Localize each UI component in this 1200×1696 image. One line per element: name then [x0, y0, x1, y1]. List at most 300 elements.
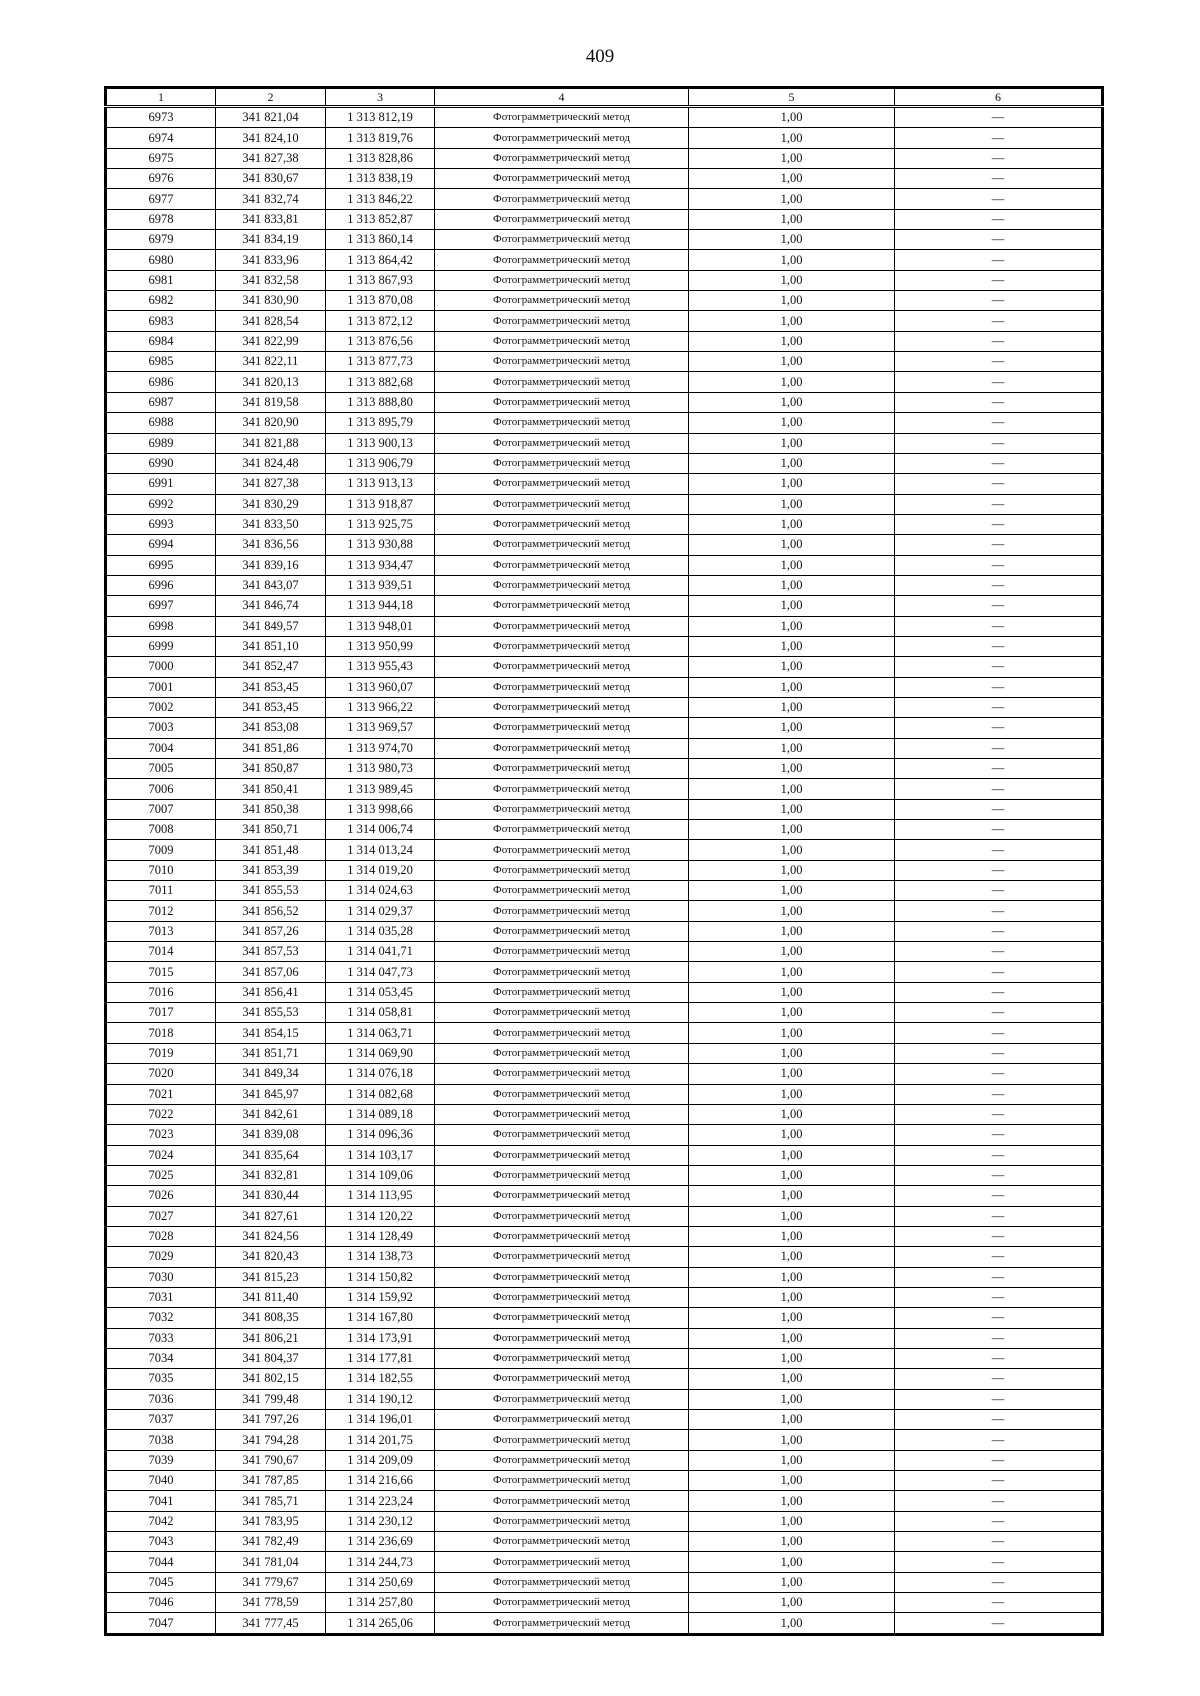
cell-point-number: 6974 — [106, 128, 216, 148]
table-row — [106, 1186, 1103, 1206]
cell-method: Фотограмметрический метод — [435, 1267, 689, 1287]
cell-method: Фотограмметрический метод — [435, 1043, 689, 1063]
cell-accuracy: 1,00 — [689, 453, 895, 473]
cell-accuracy: 1,00 — [689, 1226, 895, 1246]
cell-x-coordinate: 341 802,15 — [216, 1369, 326, 1389]
cell-y-coordinate: 1 313 828,86 — [326, 148, 435, 168]
cell-note: — — [895, 1023, 1103, 1043]
cell-accuracy: 1,00 — [689, 860, 895, 880]
table-row — [106, 596, 1103, 616]
cell-accuracy: 1,00 — [689, 1593, 895, 1613]
cell-x-coordinate: 341 842,61 — [216, 1104, 326, 1124]
cell-x-coordinate: 341 845,97 — [216, 1084, 326, 1104]
cell-accuracy: 1,00 — [689, 189, 895, 209]
cell-method: Фотограмметрический метод — [435, 881, 689, 901]
cell-note: — — [895, 575, 1103, 595]
cell-point-number: 6989 — [106, 433, 216, 453]
table-row — [106, 453, 1103, 473]
cell-point-number: 7019 — [106, 1043, 216, 1063]
cell-y-coordinate: 1 314 190,12 — [326, 1389, 435, 1409]
table-row — [106, 738, 1103, 758]
cell-method: Фотограмметрический метод — [435, 1165, 689, 1185]
cell-point-number: 7047 — [106, 1613, 216, 1634]
cell-y-coordinate: 1 314 063,71 — [326, 1023, 435, 1043]
cell-x-coordinate: 341 794,28 — [216, 1430, 326, 1450]
table-row — [106, 250, 1103, 270]
cell-method: Фотограмметрический метод — [435, 820, 689, 840]
table-row — [106, 1328, 1103, 1348]
cell-method: Фотограмметрический метод — [435, 250, 689, 270]
cell-x-coordinate: 341 833,96 — [216, 250, 326, 270]
cell-y-coordinate: 1 313 930,88 — [326, 535, 435, 555]
cell-y-coordinate: 1 313 872,12 — [326, 311, 435, 331]
cell-x-coordinate: 341 785,71 — [216, 1491, 326, 1511]
cell-method: Фотограмметрический метод — [435, 921, 689, 941]
cell-y-coordinate: 1 313 934,47 — [326, 555, 435, 575]
cell-point-number: 7016 — [106, 982, 216, 1002]
table-row — [106, 1471, 1103, 1491]
cell-accuracy: 1,00 — [689, 270, 895, 290]
cell-point-number: 7022 — [106, 1104, 216, 1124]
cell-point-number: 7006 — [106, 779, 216, 799]
cell-note: — — [895, 1511, 1103, 1531]
cell-x-coordinate: 341 856,41 — [216, 982, 326, 1002]
cell-x-coordinate: 341 808,35 — [216, 1308, 326, 1328]
cell-method: Фотограмметрический метод — [435, 514, 689, 534]
cell-point-number: 6997 — [106, 596, 216, 616]
cell-point-number: 7023 — [106, 1125, 216, 1145]
cell-accuracy: 1,00 — [689, 820, 895, 840]
cell-method: Фотограмметрический метод — [435, 901, 689, 921]
cell-point-number: 7001 — [106, 677, 216, 697]
table-row — [106, 1206, 1103, 1226]
cell-x-coordinate: 341 833,81 — [216, 209, 326, 229]
cell-method: Фотограмметрический метод — [435, 1003, 689, 1023]
cell-note: — — [895, 1328, 1103, 1348]
cell-y-coordinate: 1 314 201,75 — [326, 1430, 435, 1450]
cell-method: Фотограмметрический метод — [435, 1511, 689, 1531]
cell-accuracy: 1,00 — [689, 555, 895, 575]
cell-point-number: 7044 — [106, 1552, 216, 1572]
cell-method: Фотограмметрический метод — [435, 291, 689, 311]
cell-note: — — [895, 1043, 1103, 1063]
cell-x-coordinate: 341 857,26 — [216, 921, 326, 941]
cell-accuracy: 1,00 — [689, 962, 895, 982]
cell-x-coordinate: 341 850,71 — [216, 820, 326, 840]
cell-point-number: 6980 — [106, 250, 216, 270]
cell-point-number: 7032 — [106, 1308, 216, 1328]
cell-point-number: 7034 — [106, 1348, 216, 1368]
cell-y-coordinate: 1 313 838,19 — [326, 169, 435, 189]
cell-y-coordinate: 1 314 216,66 — [326, 1471, 435, 1491]
table-row — [106, 413, 1103, 433]
cell-note: — — [895, 433, 1103, 453]
table-row — [106, 1247, 1103, 1267]
table-row — [106, 840, 1103, 860]
cell-accuracy: 1,00 — [689, 799, 895, 819]
cell-x-coordinate: 341 832,58 — [216, 270, 326, 290]
table-row — [106, 1369, 1103, 1389]
cell-x-coordinate: 341 778,59 — [216, 1593, 326, 1613]
table-row — [106, 1572, 1103, 1592]
table-row — [106, 230, 1103, 250]
cell-y-coordinate: 1 314 109,06 — [326, 1165, 435, 1185]
cell-note: — — [895, 331, 1103, 351]
column-header-3: 3 — [326, 88, 435, 107]
cell-accuracy: 1,00 — [689, 1613, 895, 1634]
cell-note: — — [895, 616, 1103, 636]
table-row — [106, 982, 1103, 1002]
cell-accuracy: 1,00 — [689, 596, 895, 616]
cell-note: — — [895, 779, 1103, 799]
cell-x-coordinate: 341 855,53 — [216, 1003, 326, 1023]
cell-x-coordinate: 341 827,38 — [216, 148, 326, 168]
table-row — [106, 1003, 1103, 1023]
cell-y-coordinate: 1 314 128,49 — [326, 1226, 435, 1246]
cell-y-coordinate: 1 313 812,19 — [326, 107, 435, 128]
cell-method: Фотограмметрический метод — [435, 657, 689, 677]
cell-x-coordinate: 341 790,67 — [216, 1450, 326, 1470]
cell-point-number: 7030 — [106, 1267, 216, 1287]
cell-point-number: 7008 — [106, 820, 216, 840]
cell-accuracy: 1,00 — [689, 514, 895, 534]
cell-accuracy: 1,00 — [689, 413, 895, 433]
cell-method: Фотограмметрический метод — [435, 453, 689, 473]
cell-x-coordinate: 341 830,44 — [216, 1186, 326, 1206]
cell-point-number: 6995 — [106, 555, 216, 575]
cell-method: Фотограмметрический метод — [435, 759, 689, 779]
cell-y-coordinate: 1 314 013,24 — [326, 840, 435, 860]
cell-accuracy: 1,00 — [689, 942, 895, 962]
cell-x-coordinate: 341 839,08 — [216, 1125, 326, 1145]
cell-method: Фотограмметрический метод — [435, 962, 689, 982]
cell-y-coordinate: 1 314 250,69 — [326, 1572, 435, 1592]
cell-point-number: 6977 — [106, 189, 216, 209]
table-row — [106, 1125, 1103, 1145]
cell-note: — — [895, 1471, 1103, 1491]
cell-y-coordinate: 1 314 041,71 — [326, 942, 435, 962]
table-row — [106, 1532, 1103, 1552]
cell-x-coordinate: 341 830,67 — [216, 169, 326, 189]
cell-y-coordinate: 1 313 918,87 — [326, 494, 435, 514]
cell-y-coordinate: 1 314 167,80 — [326, 1308, 435, 1328]
cell-x-coordinate: 341 849,57 — [216, 616, 326, 636]
cell-y-coordinate: 1 313 925,75 — [326, 514, 435, 534]
cell-accuracy: 1,00 — [689, 1430, 895, 1450]
cell-y-coordinate: 1 313 948,01 — [326, 616, 435, 636]
table-row — [106, 942, 1103, 962]
cell-x-coordinate: 341 850,41 — [216, 779, 326, 799]
cell-y-coordinate: 1 314 069,90 — [326, 1043, 435, 1063]
cell-x-coordinate: 341 824,56 — [216, 1226, 326, 1246]
table-row — [106, 494, 1103, 514]
cell-y-coordinate: 1 313 998,66 — [326, 799, 435, 819]
table-row — [106, 535, 1103, 555]
cell-x-coordinate: 341 856,52 — [216, 901, 326, 921]
cell-point-number: 7037 — [106, 1410, 216, 1430]
cell-accuracy: 1,00 — [689, 1186, 895, 1206]
cell-point-number: 7018 — [106, 1023, 216, 1043]
cell-point-number: 7041 — [106, 1491, 216, 1511]
cell-method: Фотограмметрический метод — [435, 555, 689, 575]
table-row — [106, 514, 1103, 534]
cell-y-coordinate: 1 314 236,69 — [326, 1532, 435, 1552]
cell-point-number: 7031 — [106, 1287, 216, 1307]
cell-point-number: 6987 — [106, 392, 216, 412]
cell-method: Фотограмметрический метод — [435, 982, 689, 1002]
cell-method: Фотограмметрический метод — [435, 372, 689, 392]
cell-note: — — [895, 209, 1103, 229]
cell-method: Фотограмметрический метод — [435, 1572, 689, 1592]
cell-note: — — [895, 1084, 1103, 1104]
cell-accuracy: 1,00 — [689, 1287, 895, 1307]
cell-point-number: 7035 — [106, 1369, 216, 1389]
cell-note: — — [895, 1410, 1103, 1430]
cell-y-coordinate: 1 313 980,73 — [326, 759, 435, 779]
cell-point-number: 7002 — [106, 697, 216, 717]
table-row — [106, 1308, 1103, 1328]
cell-x-coordinate: 341 846,74 — [216, 596, 326, 616]
cell-method: Фотограмметрический метод — [435, 494, 689, 514]
cell-x-coordinate: 341 824,48 — [216, 453, 326, 473]
cell-method: Фотограмметрический метод — [435, 677, 689, 697]
cell-note: — — [895, 169, 1103, 189]
cell-x-coordinate: 341 834,19 — [216, 230, 326, 250]
cell-note: — — [895, 1491, 1103, 1511]
cell-y-coordinate: 1 314 029,37 — [326, 901, 435, 921]
table-row — [106, 921, 1103, 941]
cell-point-number: 7011 — [106, 881, 216, 901]
cell-accuracy: 1,00 — [689, 1165, 895, 1185]
cell-accuracy: 1,00 — [689, 901, 895, 921]
cell-note: — — [895, 413, 1103, 433]
cell-y-coordinate: 1 313 888,80 — [326, 392, 435, 412]
cell-note: — — [895, 1165, 1103, 1185]
cell-method: Фотограмметрический метод — [435, 1450, 689, 1470]
cell-y-coordinate: 1 314 244,73 — [326, 1552, 435, 1572]
table-row — [106, 1226, 1103, 1246]
cell-y-coordinate: 1 313 960,07 — [326, 677, 435, 697]
table-row — [106, 1389, 1103, 1409]
cell-x-coordinate: 341 820,43 — [216, 1247, 326, 1267]
cell-y-coordinate: 1 314 006,74 — [326, 820, 435, 840]
cell-x-coordinate: 341 833,50 — [216, 514, 326, 534]
cell-x-coordinate: 341 853,45 — [216, 697, 326, 717]
cell-note: — — [895, 1389, 1103, 1409]
cell-method: Фотограмметрический метод — [435, 1471, 689, 1491]
cell-method: Фотограмметрический метод — [435, 1613, 689, 1634]
table-body — [106, 107, 1103, 1635]
column-header-5: 5 — [689, 88, 895, 107]
cell-accuracy: 1,00 — [689, 1104, 895, 1124]
cell-x-coordinate: 341 849,34 — [216, 1064, 326, 1084]
cell-note: — — [895, 270, 1103, 290]
cell-point-number: 6983 — [106, 311, 216, 331]
table-header-row — [106, 88, 1103, 107]
cell-point-number: 6994 — [106, 535, 216, 555]
cell-method: Фотограмметрический метод — [435, 1023, 689, 1043]
cell-method: Фотограмметрический метод — [435, 1491, 689, 1511]
cell-method: Фотограмметрический метод — [435, 1430, 689, 1450]
table-row — [106, 1267, 1103, 1287]
cell-note: — — [895, 1369, 1103, 1389]
cell-accuracy: 1,00 — [689, 1247, 895, 1267]
cell-x-coordinate: 341 830,90 — [216, 291, 326, 311]
table-row — [106, 1287, 1103, 1307]
cell-note: — — [895, 1348, 1103, 1368]
cell-point-number: 7046 — [106, 1593, 216, 1613]
cell-method: Фотограмметрический метод — [435, 1593, 689, 1613]
cell-y-coordinate: 1 314 089,18 — [326, 1104, 435, 1124]
column-header-6: 6 — [895, 88, 1103, 107]
cell-y-coordinate: 1 313 944,18 — [326, 596, 435, 616]
cell-point-number: 7033 — [106, 1328, 216, 1348]
cell-accuracy: 1,00 — [689, 759, 895, 779]
cell-y-coordinate: 1 313 906,79 — [326, 453, 435, 473]
cell-point-number: 6986 — [106, 372, 216, 392]
cell-note: — — [895, 738, 1103, 758]
cell-y-coordinate: 1 314 053,45 — [326, 982, 435, 1002]
table-row — [106, 1430, 1103, 1450]
cell-accuracy: 1,00 — [689, 1145, 895, 1165]
cell-method: Фотограмметрический метод — [435, 209, 689, 229]
cell-method: Фотограмметрический метод — [435, 352, 689, 372]
table-row — [106, 759, 1103, 779]
table-row — [106, 128, 1103, 148]
cell-point-number: 6978 — [106, 209, 216, 229]
cell-accuracy: 1,00 — [689, 1043, 895, 1063]
cell-point-number: 7014 — [106, 942, 216, 962]
cell-accuracy: 1,00 — [689, 1064, 895, 1084]
cell-accuracy: 1,00 — [689, 657, 895, 677]
cell-point-number: 7027 — [106, 1206, 216, 1226]
cell-y-coordinate: 1 314 076,18 — [326, 1064, 435, 1084]
cell-note: — — [895, 1145, 1103, 1165]
table-row — [106, 1064, 1103, 1084]
cell-method: Фотограмметрический метод — [435, 1247, 689, 1267]
table-row — [106, 697, 1103, 717]
cell-note: — — [895, 1247, 1103, 1267]
cell-accuracy: 1,00 — [689, 718, 895, 738]
cell-method: Фотограмметрический метод — [435, 799, 689, 819]
cell-accuracy: 1,00 — [689, 1572, 895, 1592]
cell-note: — — [895, 759, 1103, 779]
cell-y-coordinate: 1 313 913,13 — [326, 474, 435, 494]
cell-x-coordinate: 341 804,37 — [216, 1348, 326, 1368]
cell-y-coordinate: 1 313 950,99 — [326, 636, 435, 656]
cell-y-coordinate: 1 313 877,73 — [326, 352, 435, 372]
cell-note: — — [895, 514, 1103, 534]
cell-y-coordinate: 1 314 159,92 — [326, 1287, 435, 1307]
cell-note: — — [895, 535, 1103, 555]
cell-y-coordinate: 1 314 209,09 — [326, 1450, 435, 1470]
cell-point-number: 6996 — [106, 575, 216, 595]
cell-method: Фотограмметрический метод — [435, 1532, 689, 1552]
cell-accuracy: 1,00 — [689, 291, 895, 311]
cell-note: — — [895, 1308, 1103, 1328]
cell-point-number: 6982 — [106, 291, 216, 311]
cell-note: — — [895, 1206, 1103, 1226]
table-row — [106, 1593, 1103, 1613]
cell-note: — — [895, 352, 1103, 372]
cell-y-coordinate: 1 313 939,51 — [326, 575, 435, 595]
cell-y-coordinate: 1 313 864,42 — [326, 250, 435, 270]
cell-point-number: 7029 — [106, 1247, 216, 1267]
cell-x-coordinate: 341 824,10 — [216, 128, 326, 148]
cell-method: Фотограмметрический метод — [435, 230, 689, 250]
cell-x-coordinate: 341 827,38 — [216, 474, 326, 494]
cell-accuracy: 1,00 — [689, 1532, 895, 1552]
cell-point-number: 7024 — [106, 1145, 216, 1165]
cell-note: — — [895, 840, 1103, 860]
table-row — [106, 474, 1103, 494]
table-row — [106, 433, 1103, 453]
cell-accuracy: 1,00 — [689, 209, 895, 229]
cell-point-number: 7028 — [106, 1226, 216, 1246]
cell-point-number: 6992 — [106, 494, 216, 514]
cell-x-coordinate: 341 779,67 — [216, 1572, 326, 1592]
table-row — [106, 1104, 1103, 1124]
cell-x-coordinate: 341 819,58 — [216, 392, 326, 412]
cell-method: Фотограмметрический метод — [435, 779, 689, 799]
cell-note: — — [895, 1104, 1103, 1124]
cell-x-coordinate: 341 828,54 — [216, 311, 326, 331]
table-row — [106, 1552, 1103, 1572]
cell-y-coordinate: 1 313 876,56 — [326, 331, 435, 351]
table-row — [106, 799, 1103, 819]
cell-accuracy: 1,00 — [689, 230, 895, 250]
cell-accuracy: 1,00 — [689, 1511, 895, 1531]
cell-point-number: 7004 — [106, 738, 216, 758]
cell-x-coordinate: 341 782,49 — [216, 1532, 326, 1552]
cell-note: — — [895, 1125, 1103, 1145]
table-row — [106, 209, 1103, 229]
cell-x-coordinate: 341 855,53 — [216, 881, 326, 901]
cell-accuracy: 1,00 — [689, 1348, 895, 1368]
cell-accuracy: 1,00 — [689, 881, 895, 901]
cell-accuracy: 1,00 — [689, 1206, 895, 1226]
cell-method: Фотограмметрический метод — [435, 840, 689, 860]
cell-method: Фотограмметрический метод — [435, 331, 689, 351]
cell-accuracy: 1,00 — [689, 1389, 895, 1409]
cell-accuracy: 1,00 — [689, 433, 895, 453]
cell-note: — — [895, 1226, 1103, 1246]
cell-x-coordinate: 341 806,21 — [216, 1328, 326, 1348]
cell-method: Фотограмметрический метод — [435, 148, 689, 168]
cell-note: — — [895, 555, 1103, 575]
cell-y-coordinate: 1 313 852,87 — [326, 209, 435, 229]
cell-note: — — [895, 1267, 1103, 1287]
cell-note: — — [895, 820, 1103, 840]
cell-point-number: 7021 — [106, 1084, 216, 1104]
cell-x-coordinate: 341 836,56 — [216, 535, 326, 555]
table-row — [106, 1613, 1103, 1634]
cell-x-coordinate: 341 854,15 — [216, 1023, 326, 1043]
cell-note: — — [895, 1613, 1103, 1634]
cell-point-number: 7017 — [106, 1003, 216, 1023]
cell-point-number: 7007 — [106, 799, 216, 819]
cell-x-coordinate: 341 821,04 — [216, 107, 326, 128]
table-row — [106, 1023, 1103, 1043]
cell-x-coordinate: 341 781,04 — [216, 1552, 326, 1572]
cell-method: Фотограмметрический метод — [435, 311, 689, 331]
cell-y-coordinate: 1 314 182,55 — [326, 1369, 435, 1389]
table-row — [106, 718, 1103, 738]
cell-x-coordinate: 341 821,88 — [216, 433, 326, 453]
cell-y-coordinate: 1 314 177,81 — [326, 1348, 435, 1368]
table-row — [106, 779, 1103, 799]
cell-method: Фотограмметрический метод — [435, 169, 689, 189]
